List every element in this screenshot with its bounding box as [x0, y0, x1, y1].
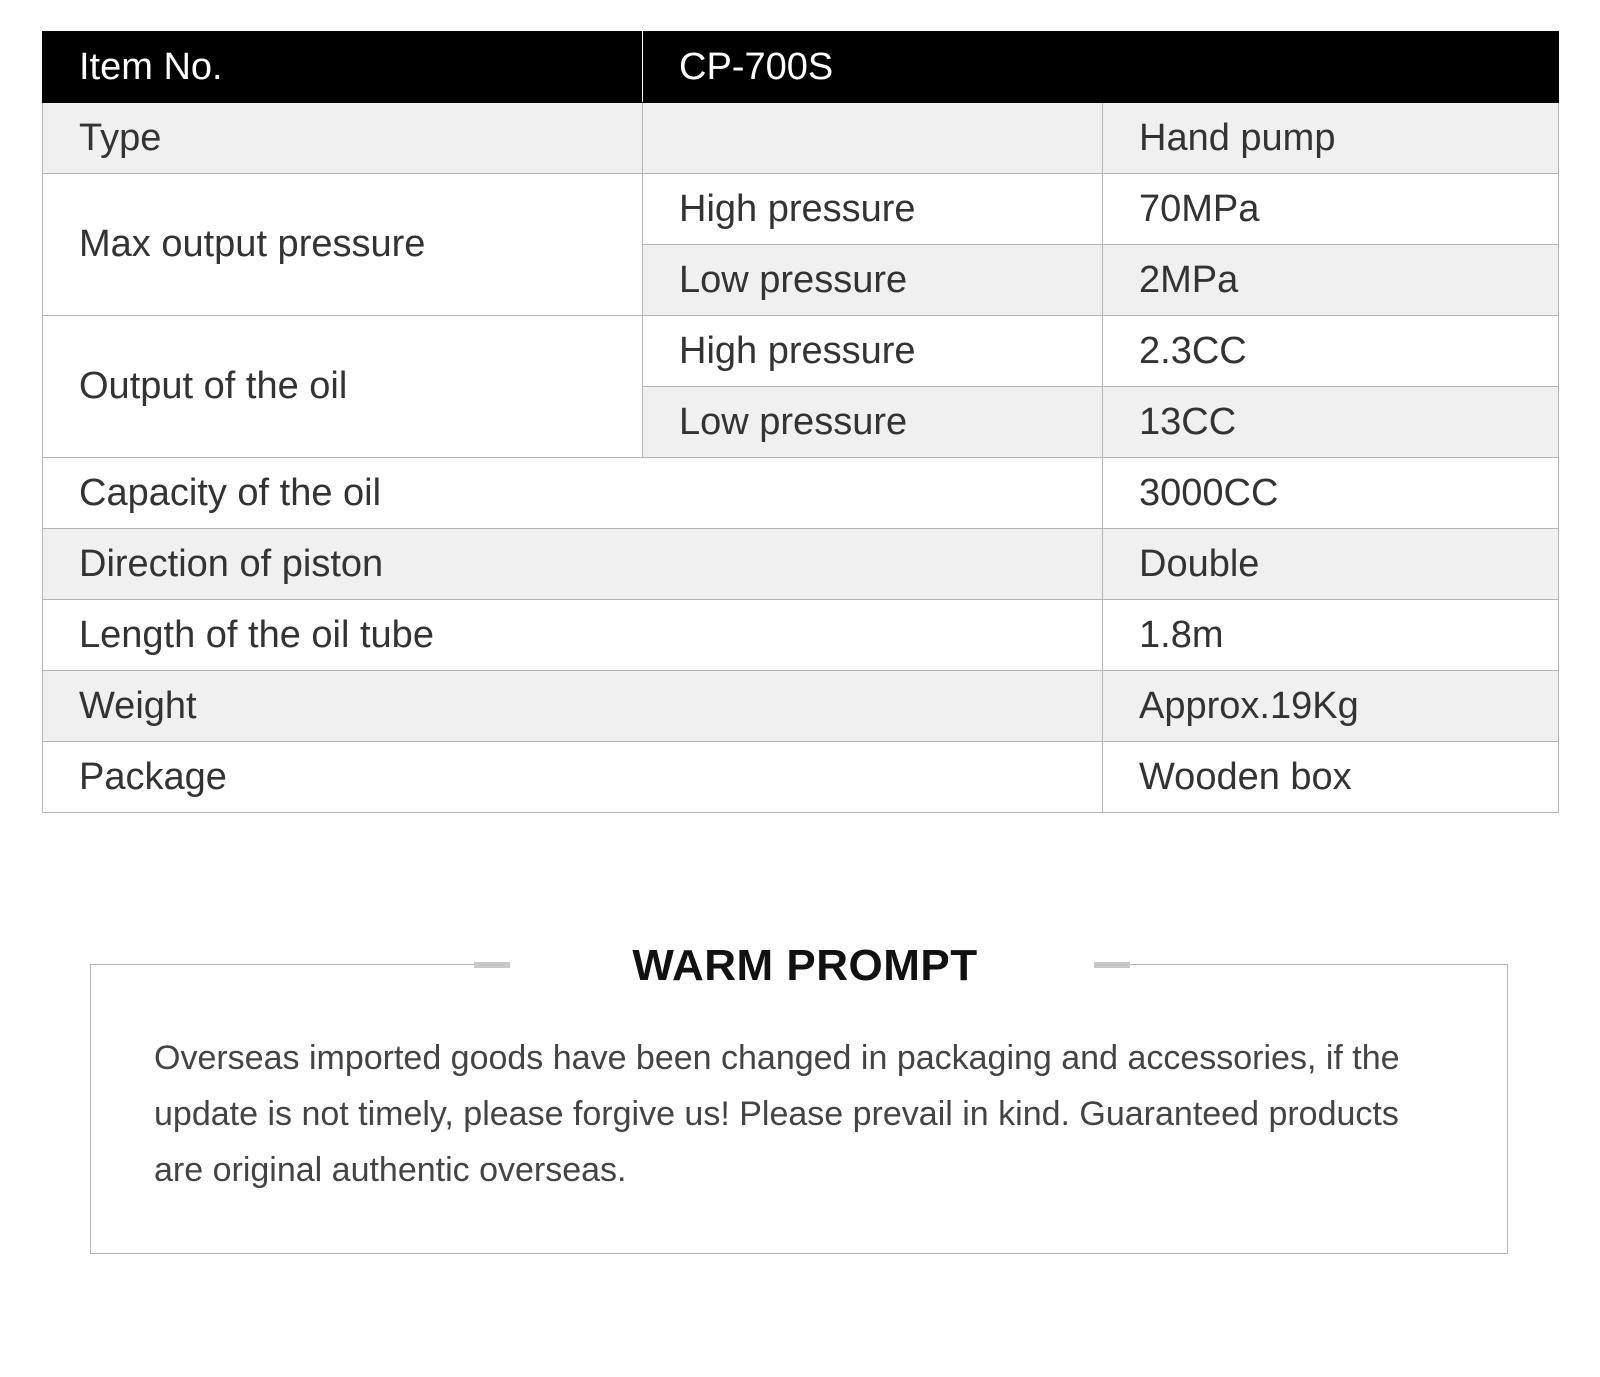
warm-prompt-heading	[480, 940, 1130, 992]
package-label: Package	[43, 742, 1103, 813]
capacity-label: Capacity of the oil	[43, 458, 1103, 529]
oil-output-low-value: 13CC	[1103, 387, 1559, 458]
warm-prompt-line: Overseas imported goods have been changed in packaging and accessories, if the	[154, 1039, 1400, 1077]
type-label: Type	[43, 103, 643, 174]
table-row	[43, 103, 1559, 174]
type-value: Hand pump	[1103, 103, 1559, 174]
direction-label: Direction of piston	[43, 529, 1103, 600]
oil-output-label: Output of the oil	[43, 316, 643, 458]
weight-value: Approx.19Kg	[1103, 671, 1559, 742]
tube-length-value: 1.8m	[1103, 600, 1559, 671]
max-pressure-low-label: Low pressure	[643, 245, 1103, 316]
item-no-label: Item No.	[43, 32, 643, 103]
warm-prompt-line: update is not timely, please forgive us! Please prevail in kind. Guaranteed products	[154, 1095, 1399, 1133]
warm-prompt-line: are original authentic overseas.	[154, 1151, 627, 1189]
max-pressure-low-value: 2MPa	[1103, 245, 1559, 316]
table-row	[43, 174, 1559, 245]
max-pressure-label: Max output pressure	[43, 174, 643, 316]
table-row	[43, 529, 1559, 600]
oil-output-high-label: High pressure	[643, 316, 1103, 387]
spec-table	[42, 31, 1559, 813]
table-row	[43, 742, 1559, 813]
warm-prompt-title: WARM PROMPT	[632, 941, 978, 990]
table-row	[43, 671, 1559, 742]
tube-length-label: Length of the oil tube	[43, 600, 1103, 671]
capacity-value: 3000CC	[1103, 458, 1559, 529]
item-no-value: CP-700S	[643, 32, 1559, 103]
max-pressure-high-value: 70MPa	[1103, 174, 1559, 245]
direction-value: Double	[1103, 529, 1559, 600]
table-row	[43, 600, 1559, 671]
warm-prompt-text	[154, 1030, 1454, 1198]
oil-output-high-value: 2.3CC	[1103, 316, 1559, 387]
title-dash-left	[474, 962, 510, 968]
oil-output-low-label: Low pressure	[643, 387, 1103, 458]
max-pressure-high-label: High pressure	[643, 174, 1103, 245]
table-row	[43, 316, 1559, 387]
package-value: Wooden box	[1103, 742, 1559, 813]
table-header-row	[43, 32, 1559, 103]
type-empty-cell	[643, 103, 1103, 174]
title-dash-right	[1094, 962, 1130, 968]
weight-label: Weight	[43, 671, 1103, 742]
table-row	[43, 458, 1559, 529]
